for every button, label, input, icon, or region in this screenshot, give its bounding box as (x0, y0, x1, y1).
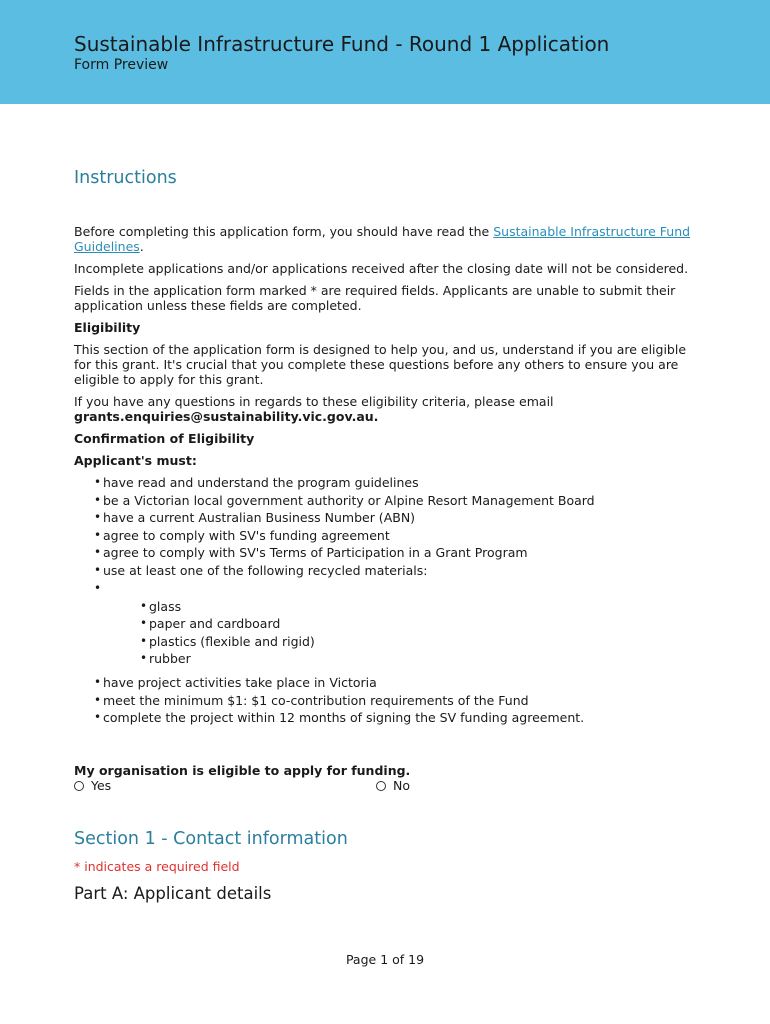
eligibility-para: This section of the application form is designed to help you, and us, understand if you are eligible for this grant. It's crucial that you complete these questions before any others to ensure you are eligible to apply for this grant. (74, 342, 687, 387)
section1-heading: Section 1 - Contact information (74, 828, 348, 849)
confirmation-heading: Confirmation of Eligibility (74, 431, 255, 446)
list-item: • glass (74, 598, 694, 616)
list-item: • rubber (74, 650, 694, 668)
form-subtitle: Form Preview (74, 57, 169, 73)
form-title: Sustainable Infrastructure Fund - Round 1 Application (74, 32, 610, 56)
radio-circle-icon[interactable] (376, 781, 386, 791)
list-item: • have project activities take place in Victoria (74, 674, 694, 692)
list-item: • meet the minimum $1: $1 co-contribution requirements of the Fund (74, 692, 694, 710)
list-item: • agree to comply with SV's Terms of Participation in a Grant Program (74, 544, 694, 562)
eligibility-question-label: My organisation is eligible to apply for funding. (74, 762, 411, 778)
instructions-para-incomplete: Incomplete applications and/or applications received after the closing date will not be considered. (74, 261, 689, 276)
list-item: • plastics (flexible and rigid) (74, 633, 694, 651)
instructions-para-guidelines: Before completing this application form, you should have read the Sustainable Infrastructure Fund Guidelines. (74, 224, 691, 254)
list-item: • agree to comply with SV's funding agreement (74, 527, 694, 545)
page-number: Page 1 of 19 (345, 952, 425, 967)
criteria-list-a (74, 474, 694, 594)
radio-no[interactable]: No (376, 778, 410, 793)
instructions-para-required: Fields in the application form marked * are required fields. Applicants are unable to submit their application unless these fields are completed. (74, 283, 676, 313)
form-content (74, 168, 694, 903)
list-item: • have a current Australian Business Number (ABN) (74, 509, 694, 527)
list-item: • be a Victorian local government authority or Alpine Resort Management Board (74, 492, 694, 510)
eligibility-radio-group (74, 778, 694, 794)
questions-para: If you have any questions in regards to these eligibility criteria, please email grants.enquiries@sustainability.vic.gov.au. (74, 394, 554, 424)
required-field-note: * indicates a required field (74, 858, 240, 874)
list-item (74, 580, 694, 594)
guidelines-link[interactable]: Sustainable Infrastructure Fund Guidelines (74, 224, 691, 254)
list-item: • paper and cardboard (74, 615, 694, 633)
part-a-heading: Part A: Applicant details (74, 883, 272, 903)
materials-list (74, 598, 694, 668)
radio-circle-icon[interactable] (74, 781, 84, 791)
list-item: • complete the project within 12 months of signing the SV funding agreement. (74, 709, 694, 727)
enquiries-email: grants.enquiries@sustainability.vic.gov.au. (74, 409, 379, 424)
page-header (0, 0, 770, 104)
list-item: • have read and understand the program guidelines (74, 474, 694, 492)
eligibility-heading: Eligibility (74, 320, 141, 335)
applicants-heading: Applicant's must: (74, 453, 197, 468)
criteria-list-b (74, 674, 694, 727)
list-item: • use at least one of the following recycled materials: (74, 562, 694, 580)
radio-yes[interactable]: Yes (74, 778, 111, 793)
instructions-heading: Instructions (74, 168, 177, 188)
